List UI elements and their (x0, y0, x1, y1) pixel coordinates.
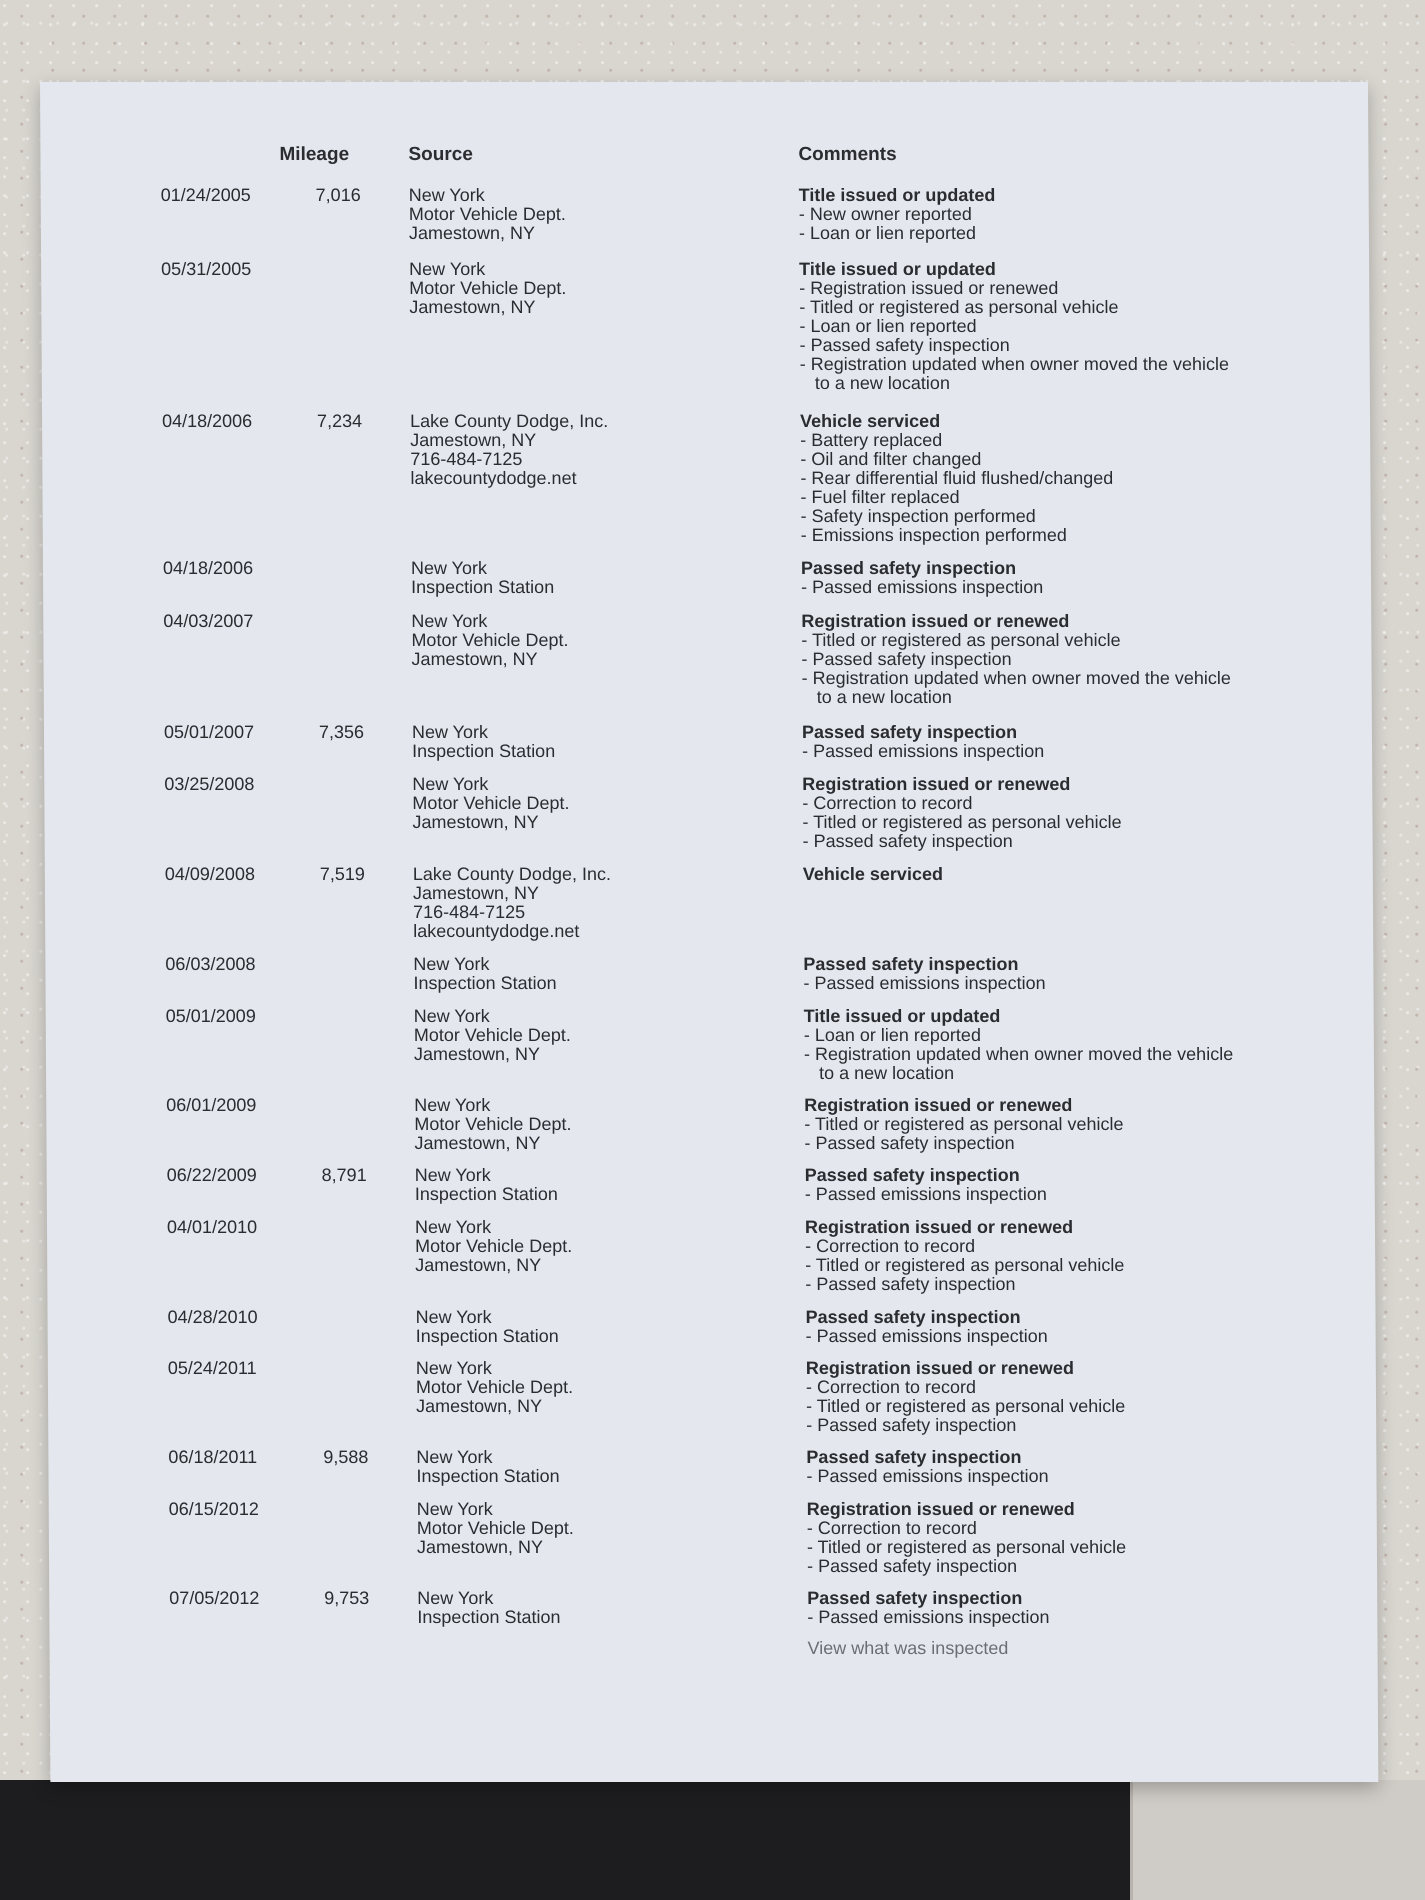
record-source (409, 186, 749, 243)
comment-detail: - Loan or lien reported (799, 316, 977, 337)
column-header-comments: Comments (798, 144, 897, 166)
source-line: 716-484-7125 (410, 449, 523, 470)
comment-detail: - Correction to record (805, 1236, 976, 1257)
comment-detail: - Passed safety inspection (805, 1274, 1016, 1295)
comment-detail: - Titled or registered as personal vehicle (806, 1537, 1127, 1558)
comment-detail: - Passed safety inspection (806, 1556, 1018, 1577)
record-date: 06/01/2009 (166, 1095, 257, 1116)
comment-detail: - New owner reported (798, 204, 972, 225)
record-comments (803, 955, 1363, 993)
comment-title: Vehicle serviced (799, 411, 941, 432)
record-date: 05/24/2011 (167, 1358, 257, 1379)
record-date: 04/28/2010 (167, 1307, 258, 1328)
record-date: 03/25/2008 (164, 774, 255, 795)
comment-detail: - Battery replaced (800, 430, 943, 451)
comment-title: Passed safety inspection (800, 558, 1017, 579)
source-line: Motor Vehicle Dept. (408, 204, 566, 225)
record-source (415, 1166, 755, 1204)
comment-title: Title issued or updated (798, 185, 996, 206)
source-line: Motor Vehicle Dept. (411, 630, 569, 651)
comment-detail: - Titled or registered as personal vehicle (801, 630, 1121, 651)
record-date: 06/03/2008 (165, 954, 256, 975)
comment-detail: - Registration updated when owner moved the vehicle (803, 1044, 1234, 1065)
source-line: Jamestown, NY (408, 223, 536, 244)
source-line: New York (413, 954, 490, 975)
comment-title: Passed safety inspection (807, 1588, 1023, 1609)
comment-detail: - Rear differential fluid flushed/changed (800, 468, 1114, 489)
record-source (416, 1359, 756, 1416)
record-comments (805, 1166, 1365, 1204)
comment-detail: - Passed safety inspection (799, 335, 1010, 356)
source-line: lakecountydodge.net (410, 468, 577, 489)
comment-detail: - Passed emissions inspection (801, 577, 1044, 598)
column-header-mileage: Mileage (279, 144, 350, 166)
comment-detail: - Passed safety inspection (801, 649, 1012, 670)
comment-title: Passed safety inspection (803, 954, 1019, 975)
source-line: New York (411, 722, 489, 743)
record-source (414, 1007, 754, 1064)
comment-title: Title issued or updated (799, 259, 996, 280)
record-date: 05/01/2009 (165, 1006, 256, 1027)
record-date: 05/31/2005 (161, 259, 252, 280)
source-line: Jamestown, NY (409, 297, 536, 318)
record-mileage: 8,791 (321, 1165, 367, 1186)
source-line: Inspection Station (417, 1607, 561, 1628)
comment-detail: - Passed emissions inspection (803, 973, 1046, 994)
record-comments (805, 1218, 1365, 1294)
source-line: Inspection Station (412, 741, 556, 762)
source-line: 716-484-7125 (413, 902, 526, 923)
source-line: Motor Vehicle Dept. (414, 1114, 572, 1135)
record-source (409, 260, 749, 317)
comment-detail: - Correction to record (806, 1518, 977, 1539)
record-mileage: 7,234 (316, 411, 363, 432)
source-line: Motor Vehicle Dept. (413, 1025, 571, 1046)
source-line: Jamestown, NY (411, 649, 538, 670)
source-line: New York (416, 1499, 493, 1520)
comment-detail: - Registration updated when owner moved the vehicle (799, 354, 1230, 375)
record-source (413, 865, 753, 941)
comment-title: Registration issued or renewed (806, 1499, 1075, 1520)
comment-detail: - Passed safety inspection (804, 1133, 1015, 1154)
source-line: New York (414, 1217, 492, 1238)
record-date: 05/01/2007 (163, 722, 255, 743)
comment-detail: to a new location (801, 687, 952, 708)
record-comments (806, 1448, 1366, 1486)
source-line: Motor Vehicle Dept. (409, 278, 567, 299)
source-line: New York (408, 185, 485, 206)
comment-title: Registration issued or renewed (804, 1095, 1073, 1116)
record-mileage: 7,519 (319, 864, 365, 885)
record-comments (803, 865, 1363, 884)
source-line: New York (412, 774, 489, 795)
record-date: 04/03/2007 (163, 611, 254, 632)
comment-detail: to a new location (799, 373, 950, 394)
comment-title: Passed safety inspection (801, 722, 1018, 743)
comment-detail: - Passed emissions inspection (804, 1184, 1047, 1205)
comment-detail: - Oil and filter changed (800, 449, 982, 470)
source-line: Jamestown, NY (410, 430, 537, 451)
source-line: Motor Vehicle Dept. (415, 1377, 574, 1398)
source-line: Lake County Dodge, Inc. (412, 864, 612, 885)
record-comments (800, 412, 1361, 545)
record-source (411, 559, 751, 597)
record-mileage: 9,588 (323, 1447, 369, 1468)
source-line: New York (409, 259, 486, 280)
record-comments (802, 723, 1362, 761)
comment-detail: - Loan or lien reported (798, 223, 977, 244)
source-line: Inspection Station (411, 577, 555, 598)
record-date: 06/18/2011 (168, 1447, 258, 1468)
comment-detail: - Titled or registered as personal vehicle (804, 1114, 1124, 1135)
source-line: Jamestown, NY (413, 1044, 541, 1065)
floor-tile (1130, 1780, 1425, 1900)
source-line: New York (415, 1358, 492, 1379)
comment-title: Vehicle serviced (802, 864, 943, 885)
record-source (417, 1589, 757, 1627)
comment-detail: - Correction to record (805, 1377, 977, 1398)
source-line: New York (414, 1165, 491, 1186)
comment-detail: - Emissions inspection performed (800, 525, 1067, 546)
source-line: Inspection Station (416, 1466, 560, 1487)
comment-detail: - Loan or lien reported (803, 1025, 981, 1046)
record-source (416, 1448, 756, 1486)
record-source (412, 775, 752, 832)
comment-detail: - Passed safety inspection (806, 1415, 1017, 1436)
record-mileage: 7,016 (315, 185, 361, 206)
source-line: Motor Vehicle Dept. (416, 1518, 574, 1539)
record-comments (807, 1500, 1367, 1576)
record-date: 06/15/2012 (168, 1499, 259, 1520)
comment-detail: - Titled or registered as personal vehicle (799, 297, 1119, 318)
source-line: Motor Vehicle Dept. (415, 1236, 573, 1257)
comment-detail: - Passed emissions inspection (802, 741, 1045, 762)
record-comments (799, 186, 1359, 243)
record-source (417, 1500, 757, 1557)
comment-detail: - Titled or registered as personal vehicle (802, 812, 1122, 833)
record-source (410, 412, 750, 488)
record-mileage: 7,356 (318, 722, 365, 743)
comment-detail: - Passed safety inspection (802, 831, 1013, 852)
record-source (412, 723, 752, 761)
source-line: Jamestown, NY (415, 1255, 542, 1276)
record-comments (804, 1096, 1364, 1153)
record-date: 04/01/2010 (166, 1217, 258, 1238)
comment-detail: - Titled or registered as personal vehicle (805, 1255, 1125, 1276)
source-line: New York (417, 1588, 494, 1609)
comment-detail: - Registration issued or renewed (799, 278, 1059, 299)
source-line: New York (413, 1006, 490, 1027)
floor-background (0, 1780, 1425, 1900)
source-line: Motor Vehicle Dept. (412, 793, 570, 814)
comment-detail: - Passed emissions inspection (805, 1326, 1048, 1347)
report-content (40, 82, 1378, 1782)
comment-detail: - Fuel filter replaced (800, 487, 960, 508)
comment-title: Title issued or updated (803, 1006, 1001, 1027)
record-date: 04/18/2006 (162, 411, 253, 432)
source-line: New York (411, 611, 488, 632)
record-date: 06/22/2009 (166, 1165, 257, 1186)
comment-detail: - Correction to record (802, 793, 973, 814)
source-line: Jamestown, NY (414, 1133, 541, 1154)
source-line: New York (410, 558, 488, 579)
source-line: New York (415, 1307, 492, 1328)
history-report-page (40, 82, 1378, 1782)
source-line: Jamestown, NY (416, 1396, 543, 1417)
source-line: New York (414, 1095, 491, 1116)
comment-title: Registration issued or renewed (804, 1217, 1074, 1238)
comment-detail: - Registration updated when owner moved the vehicle (801, 668, 1231, 689)
source-line: Inspection Station (413, 973, 557, 994)
record-source (414, 1096, 754, 1153)
record-date: 07/05/2012 (169, 1588, 260, 1609)
record-comments (802, 775, 1362, 851)
source-line: New York (416, 1447, 493, 1468)
record-date: 01/24/2005 (160, 185, 251, 206)
comment-detail: - Titled or registered as personal vehicle (806, 1396, 1126, 1417)
record-source (411, 612, 751, 669)
record-date: 04/18/2006 (162, 558, 254, 579)
record-comments (801, 559, 1361, 597)
comment-title: Passed safety inspection (806, 1447, 1022, 1468)
source-line: Inspection Station (414, 1184, 558, 1205)
record-comments (801, 612, 1362, 707)
record-source (415, 1308, 755, 1346)
record-source (413, 955, 753, 993)
source-line: Jamestown, NY (412, 812, 539, 833)
source-line: Lake County Dodge, Inc. (410, 411, 609, 432)
view-inspected-link[interactable]: View what was inspected (807, 1638, 1009, 1659)
source-line: Inspection Station (415, 1326, 559, 1347)
comment-detail: - Passed emissions inspection (806, 1466, 1049, 1487)
comment-title: Registration issued or renewed (805, 1358, 1074, 1379)
record-comments (804, 1007, 1364, 1083)
comment-title: Registration issued or renewed (802, 774, 1071, 795)
record-source (415, 1218, 755, 1275)
record-comments (799, 260, 1360, 393)
column-header-source: Source (408, 144, 473, 166)
comment-title: Registration issued or renewed (801, 611, 1070, 632)
record-date: 04/09/2008 (164, 864, 255, 885)
comment-detail: - Passed emissions inspection (807, 1607, 1050, 1628)
source-line: Jamestown, NY (416, 1537, 544, 1558)
comment-title: Passed safety inspection (805, 1307, 1021, 1328)
record-comments (807, 1589, 1367, 1627)
comment-title: Passed safety inspection (804, 1165, 1020, 1186)
source-line: Jamestown, NY (412, 883, 540, 904)
record-comments (805, 1308, 1365, 1346)
comment-detail: to a new location (803, 1063, 955, 1084)
comment-detail: - Safety inspection performed (800, 506, 1036, 527)
record-comments (806, 1359, 1366, 1435)
record-mileage: 9,753 (324, 1588, 370, 1609)
source-line: lakecountydodge.net (413, 921, 580, 942)
